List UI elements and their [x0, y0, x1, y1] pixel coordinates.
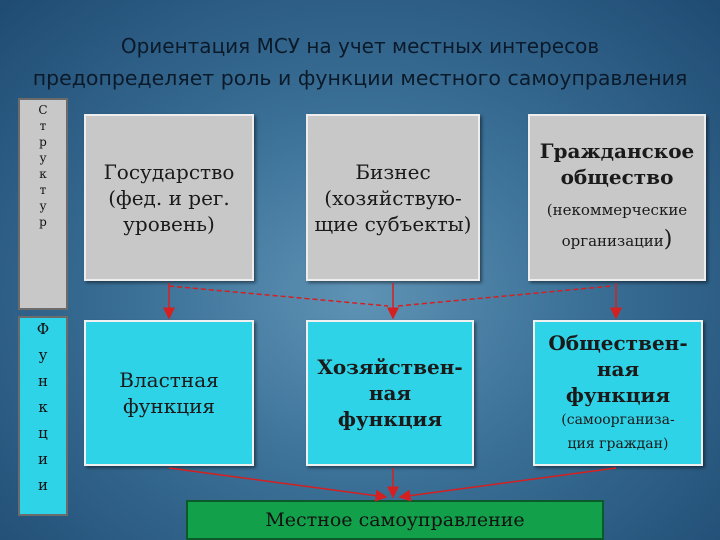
power-function-line-1: Властная: [119, 368, 219, 392]
state-title: Государство: [103, 159, 235, 184]
structure-letter: т: [39, 119, 47, 133]
functions-letter: у: [38, 346, 48, 364]
functions-letter: и: [38, 476, 48, 494]
link-state-business: [169, 286, 388, 306]
arrow-social-to-msu: [400, 468, 616, 497]
functions-letter: ц: [38, 424, 48, 442]
structure-letter: у: [39, 199, 47, 213]
structure-letter: т: [39, 183, 47, 197]
local-self-government-box: Местное самоуправление: [186, 500, 604, 540]
civil-society-paren: ): [663, 226, 673, 252]
state-detail-1: (фед. и рег.: [108, 185, 230, 210]
civil-society-title-2: общество: [560, 164, 674, 189]
title-line-1: Ориентация МСУ на учет местных интересов: [120, 34, 600, 58]
structure-letter: р: [39, 135, 47, 149]
social-function-detail-2: ция граждан): [567, 436, 669, 452]
economic-function-line-1: Хозяйствен-: [317, 355, 463, 379]
link-business-civil: [398, 286, 612, 306]
economic-function-line-2: ная: [368, 381, 412, 405]
economic-function-line-3: функция: [337, 407, 443, 431]
state-detail-2: уровень): [123, 211, 215, 236]
civil-society-detail-2: организации: [561, 231, 664, 250]
social-function-detail-1: (самоорганиза-: [561, 412, 675, 429]
social-function-line-2: ная: [596, 357, 640, 382]
civil-society-detail-1: (некоммерческие: [546, 200, 688, 219]
functions-letter: и: [38, 450, 48, 468]
business-detail-2: щие субъекты): [314, 211, 472, 236]
structure-letter: р: [39, 215, 47, 229]
structure-letter: С: [38, 103, 48, 117]
arrow-power-to-msu: [169, 468, 386, 497]
functions-letter: к: [38, 398, 48, 416]
business-detail-1: (хозяйствую-: [324, 185, 462, 210]
structure-letter: у: [39, 151, 47, 165]
social-function-line-1: Обществен-: [548, 331, 688, 356]
functions-letter: Ф: [36, 320, 50, 338]
structure-letter: к: [39, 167, 47, 181]
title-line-2: предопределяет роль и функции местного самоуправления: [32, 66, 688, 90]
social-function-line-3: функция: [565, 383, 671, 408]
power-function-line-2: функция: [122, 394, 216, 418]
civil-society-title-1: Гражданское: [539, 138, 695, 163]
business-title: Бизнес: [355, 159, 431, 184]
functions-letter: н: [38, 372, 48, 390]
